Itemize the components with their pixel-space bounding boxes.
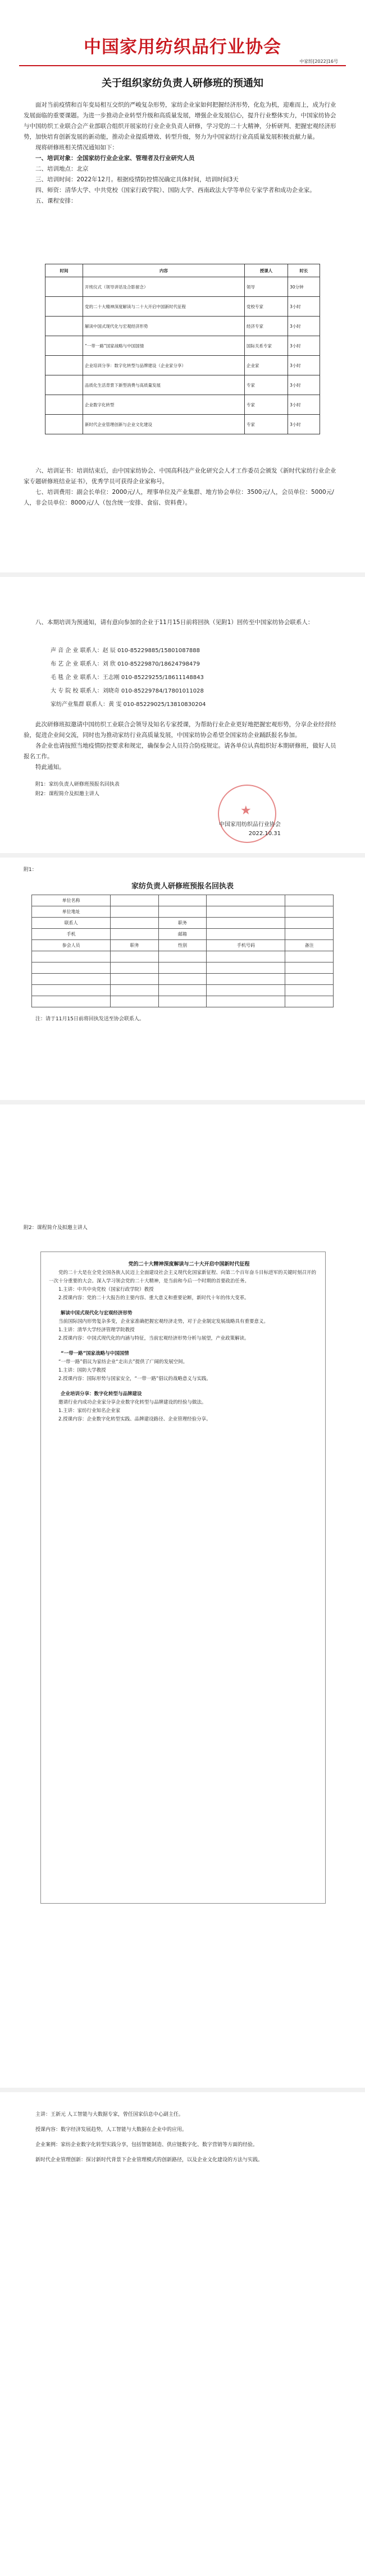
appendix-section-title: 企业培训分享：数字化转型与品牌建设 — [61, 1391, 142, 1397]
form-cell — [32, 985, 111, 996]
form-cell: 手机 — [32, 929, 111, 940]
form-cell — [158, 951, 207, 962]
appendix-section-title: 解读中国式现代化与宏观经济形势 — [61, 1310, 133, 1316]
form-cell: 单位名称 — [32, 895, 111, 906]
form-row — [32, 985, 334, 996]
item-paragraph: 二、培训地点：北京 — [35, 166, 89, 172]
form-cell — [158, 996, 207, 1007]
closing-line: 企业案例：家纺企业数字化转型实践分享，包括智能制造、供应链数字化、数字营销等方面的经验。 — [35, 2142, 258, 2148]
schedule-cell: 新时代企业管理创新与企业文化建设 — [83, 415, 245, 434]
schedule-header-cell: 授课人 — [245, 264, 288, 277]
form-cell — [32, 962, 111, 974]
item-paragraph: 四、师资：清华大学、中共党校（国家行政学院）、国防大学、西南政法大学等单位专家学者和成功企业家。 — [35, 187, 316, 194]
red-divider — [19, 65, 346, 66]
spacer — [41, 1252, 325, 1260]
schedule-cell: “一带一路”国家战略与中国国情 — [83, 336, 245, 356]
form-cell: 职务 — [158, 918, 207, 929]
attachments-list — [0, 780, 365, 799]
section2 — [0, 617, 365, 628]
form-cell — [285, 951, 334, 962]
schedule-cell: 经济专家 — [245, 317, 288, 336]
appendix-section-line: 1.主讲：中共中央党校（国家行政学院）教授 — [58, 1287, 154, 1292]
form-cell — [158, 895, 207, 906]
appendix-section-line: 2.授课内容：国际形势与国家安全，“一带一路”倡议的战略意义与实践。 — [58, 1376, 211, 1382]
form-cell — [285, 929, 334, 940]
doc-number: 中家纺[2022]16号 — [299, 59, 338, 64]
schedule-table — [45, 264, 320, 434]
closing-line: 主讲：王新元 人工智能与大数据专家，曾任国家信息中心副主任。 — [35, 2112, 184, 2117]
schedule-cell: 3小时 — [288, 297, 320, 317]
form-cell: 手机号码 — [207, 940, 285, 951]
form-cell — [207, 951, 285, 962]
form-cell — [111, 895, 159, 906]
schedule-cell: 30分钟 — [288, 277, 320, 297]
form-cell — [111, 918, 159, 929]
schedule-row — [45, 317, 320, 336]
section2-paragraph: 八、本期培训为预通知，请有意向参加的企业于11月15日前将回执（见附1）回传至中国家纺协会联系人： — [35, 619, 314, 626]
spacer — [41, 1343, 325, 1350]
schedule-header-row — [45, 264, 320, 277]
schedule-header-cell: 时长 — [288, 264, 320, 277]
appendix-section-line: “一带一路”倡议为家纺企业“走出去”提供了广阔的发展空间。 — [58, 1359, 188, 1365]
form-row — [32, 929, 334, 940]
seal-star-icon: ★ — [240, 804, 252, 818]
item-paragraph: 五、课程安排： — [35, 198, 77, 204]
form-cell — [158, 985, 207, 996]
appendix-closing — [0, 2110, 365, 2171]
signature-org: 中国家用纺织品行业协会 — [219, 822, 281, 828]
form-row — [32, 906, 334, 918]
schedule-cell: 3小时 — [288, 317, 320, 336]
intro-section — [0, 100, 365, 207]
schedule-cell — [45, 297, 83, 317]
attachment-line: 附1：家纺负责人研修班预报名回执表 — [35, 782, 120, 787]
form-note-wrap — [0, 1015, 365, 1024]
schedule-cell: 专家 — [245, 395, 288, 415]
form-cell — [285, 996, 334, 1007]
schedule-cell — [45, 375, 83, 395]
org-name-header: 中国家用纺织品行业协会 — [84, 37, 281, 57]
form-cell — [207, 974, 285, 985]
form-row — [32, 974, 334, 985]
schedule-row — [45, 356, 320, 375]
form-cell: 邮箱 — [158, 929, 207, 940]
schedule-cell — [45, 356, 83, 375]
schedule-cell — [45, 277, 83, 297]
schedule-cell: 党校专家 — [245, 297, 288, 317]
schedule-row — [45, 336, 320, 356]
form-cell — [111, 951, 159, 962]
form-cell — [111, 962, 159, 974]
form-cell — [111, 985, 159, 996]
closing-line: 新时代企业管理创新：探讨新时代背景下企业管理模式的创新路径，以及企业文化建设的方法与实践。 — [35, 2157, 263, 2163]
form-cell — [285, 895, 334, 906]
intro-paragraph: 现将研修班相关情况通知如下： — [35, 144, 118, 151]
schedule-cell: 解读中国式现代化与宏观经济形势 — [83, 317, 245, 336]
schedule-cell: 企业培训分享：数字化转型与品牌建设（企业家分享） — [83, 356, 245, 375]
appendix-section-line: 邀请行业内成功企业家分享企业数字化转型与品牌建设的经验与做法。 — [58, 1400, 207, 1405]
schedule-row — [45, 415, 320, 434]
note-paragraph: 七、培训费用：副会长单位：2000元/人，理事单位及产业集群、地方协会单位：3500元/人，会员单位：5000元/人，非会员单位：8000元/人（包含统一安排、食宿、资料费）。 — [24, 489, 334, 506]
page-gap — [0, 853, 365, 858]
appendix-section-line: 1.主讲：清华大学经济管理学院教授 — [58, 1327, 135, 1333]
appendix-section-line: 2.授课内容：党的二十大报告的主要内容、重大意义和重要论断，新时代十年的伟大变革。 — [58, 1295, 249, 1301]
page-gap — [0, 572, 365, 577]
appendix-section-line: 当前国际国内形势复杂多变，企业家准确把握宏观经济走势，对于企业制定发展战略具有重要意义。 — [58, 1319, 269, 1324]
schedule-cell: 品质化生活背景下新型消费与高质量发展 — [83, 375, 245, 395]
form-cell — [207, 996, 285, 1007]
appendix-section-line: 2.授课内容：中国式现代化的内涵与特征，当前宏观经济形势分析与展望，产业政策解读。 — [58, 1336, 249, 1341]
appendix-section-line: 1.主讲：国防大学教授 — [58, 1368, 106, 1373]
form-cell — [111, 929, 159, 940]
form-cell — [285, 962, 334, 974]
form-cell — [32, 996, 111, 1007]
schedule-cell: 3小时 — [288, 415, 320, 434]
form-cell — [111, 906, 159, 918]
section2-paragraph: 各企业也请按照当地疫情防控要求和规定，确保参会人员符合防疫规定。请各单位认真组织好本期研修班，做好人员报名工作。 — [24, 742, 336, 760]
form-section — [0, 865, 365, 875]
form-cell — [111, 974, 159, 985]
section2-paragraph: 此次研修班拟邀请中国纺织工业联合会领导及知名专家授课，为帮助行业企业更好地把握宏观形势，分享企业经营经验，促进企业间交流，同时也为推动家纺行业高质量发展，中国家纺协会希望全国家纺企业踊跃报名参加。 — [24, 721, 336, 739]
form-cell — [285, 985, 334, 996]
schedule-cell: 开班仪式（领导讲话及合影留念） — [83, 277, 245, 297]
form-title: 家纺负责人研修班预报名回执表 — [131, 882, 234, 891]
form-cell — [207, 918, 285, 929]
schedule-row — [45, 395, 320, 415]
form-cell: 联系人 — [32, 918, 111, 929]
schedule-cell: 专家 — [245, 375, 288, 395]
schedule-cell: 领导 — [245, 277, 288, 297]
attachment-line: 附2：课程简介及拟邀主讲人 — [35, 791, 99, 797]
schedule-cell — [45, 336, 83, 356]
page-gap — [0, 2088, 365, 2092]
schedule-cell — [45, 415, 83, 434]
form-cell — [32, 974, 111, 985]
schedule-cell: 3小时 — [288, 336, 320, 356]
appendix-section-line: 1.主讲：家纺行业知名企业家 — [58, 1408, 121, 1414]
contacts-list — [0, 644, 365, 712]
schedule-cell — [45, 317, 83, 336]
contact-line: 毛 毯 企 业 联系人：王志刚 010-85229255/18611148843 — [51, 675, 204, 681]
contact-line: 声 音 企 业 联系人：赵 辰 010-85229885/15801087888 — [51, 648, 200, 654]
form-cell — [158, 974, 207, 985]
schedule-cell: 专家 — [245, 415, 288, 434]
form-row — [32, 962, 334, 974]
form-cell — [111, 996, 159, 1007]
contact-line: 布 艺 企 业 联系人：刘 欣 010-85229870/18624798479 — [51, 661, 200, 667]
form-cell — [285, 906, 334, 918]
schedule-cell: 3小时 — [288, 375, 320, 395]
schedule-cell: 党的二十大精神深度解读与二十大开启中国新时代征程 — [83, 297, 245, 317]
form-cell: 备注 — [285, 940, 334, 951]
appendix-heading: 附2：课程简介及拟邀主讲人 — [24, 1225, 88, 1231]
form-cell — [158, 962, 207, 974]
form-heading: 附1： — [24, 867, 37, 873]
spacer — [41, 1303, 325, 1309]
schedule-cell: 企业家 — [245, 356, 288, 375]
schedule-cell: 国际关系专家 — [245, 336, 288, 356]
contact-line: 大 专 院 校 联系人：刘晓奇 010-85229784/17801011028 — [51, 688, 204, 694]
schedule-row — [45, 375, 320, 395]
section2-more — [0, 719, 365, 773]
spacer — [41, 1424, 325, 1431]
schedule-row — [45, 297, 320, 317]
form-cell — [285, 918, 334, 929]
contact-line: 家纺产业集群 联系人：黄 雯 010-85229025/13810830204 — [51, 702, 206, 708]
form-cell — [158, 906, 207, 918]
item-paragraph: 一、培训对象：全国家纺行业企业家、管理者及行业研究人员 — [35, 155, 195, 162]
note-paragraph: 六、培训证书：培训结束后，由中国家纺协会、中国高科技产业化研究会人才工作委员会颁发《新时代家纺行业企业家专题研修班结业证书》，优秀学员可获得企业家称号。 — [24, 467, 336, 485]
appendix-section-line: 党的二十大是在全党全国各族人民迈上全面建设社会主义现代化国家新征程、向第二个百年奋斗目标进军的关键时刻召开的一次十分重要的大会。深入学习领会党的二十大精神，是当前和今后一个时期的首要政治任务。 — [49, 1270, 317, 1284]
schedule-cell: 企业数字化转型 — [83, 395, 245, 415]
schedule-row — [45, 277, 320, 297]
schedule-cell: 3小时 — [288, 356, 320, 375]
appendix-heading-wrap — [0, 1223, 365, 1233]
form-cell — [32, 951, 111, 962]
form-cell — [207, 929, 285, 940]
registration-form — [31, 895, 334, 1007]
speaker-box — [40, 1252, 326, 1904]
spacer — [41, 1383, 325, 1390]
intro-paragraph: 面对当前疫情和百年变局相互交织的严峻复杂形势，家纺企业家如何把握经济形势，化危为机，迎难而上，成为行业发展面临的重要课题。为进一步推动企业转型升级和高质量发展，增强企业发展信心，提升行业整体实力，中国家纺协会与中国纺织工业联合会产业部联合组织开展家纺行业企业负责人研修，学习党的二十大精神，分析研判、把握宏观经济形势，加快培育创新发展的新动能，推动企业提质增效、转型升级，努力为中国家纺行业高质量发展积极贡献力量。 — [24, 102, 336, 140]
form-cell — [207, 962, 285, 974]
form-row — [32, 918, 334, 929]
form-cell: 性别 — [158, 940, 207, 951]
section2-paragraph: 特此通知。 — [35, 764, 65, 771]
form-row — [32, 996, 334, 1007]
form-row — [32, 895, 334, 906]
form-cell — [285, 974, 334, 985]
form-cell: 参会人员 — [32, 940, 111, 951]
form-cell: 职务 — [111, 940, 159, 951]
appendix-section-title: “一带一路”国家战略与中国国情 — [61, 1351, 129, 1356]
notes-section — [0, 466, 365, 508]
doc-title: 关于组织家纺负责人研修班的预通知 — [102, 77, 263, 89]
form-cell — [207, 906, 285, 918]
appendix-section-title: 党的二十大精神深度解读与二十大开启中国新时代征程 — [128, 1262, 250, 1267]
closing-line: 授课内容：数字经济发展趋势，人工智能与大数据在企业中的应用。 — [35, 2127, 188, 2133]
page-gap — [0, 1100, 365, 1104]
schedule-cell: 3小时 — [288, 395, 320, 415]
schedule-header-cell: 内容 — [83, 264, 245, 277]
form-cell — [207, 895, 285, 906]
item-paragraph: 三、培训时间：2022年12月。根据疫情防控情况确定具体时间，培训时间3天 — [35, 176, 239, 183]
form-note: 注：请于11月15日前将回执发送至协会联系人。 — [35, 1016, 144, 1022]
schedule-cell — [45, 395, 83, 415]
form-row — [32, 951, 334, 962]
appendix-section-line: 2.授课内容：企业数字化转型实践、品牌建设路径、企业管理经验分享。 — [58, 1417, 211, 1422]
form-cell: 单位地址 — [32, 906, 111, 918]
form-cell — [207, 985, 285, 996]
signature-date: 2022.10.31 — [248, 831, 281, 837]
schedule-header-cell: 时间 — [45, 264, 83, 277]
form-row — [32, 940, 334, 951]
